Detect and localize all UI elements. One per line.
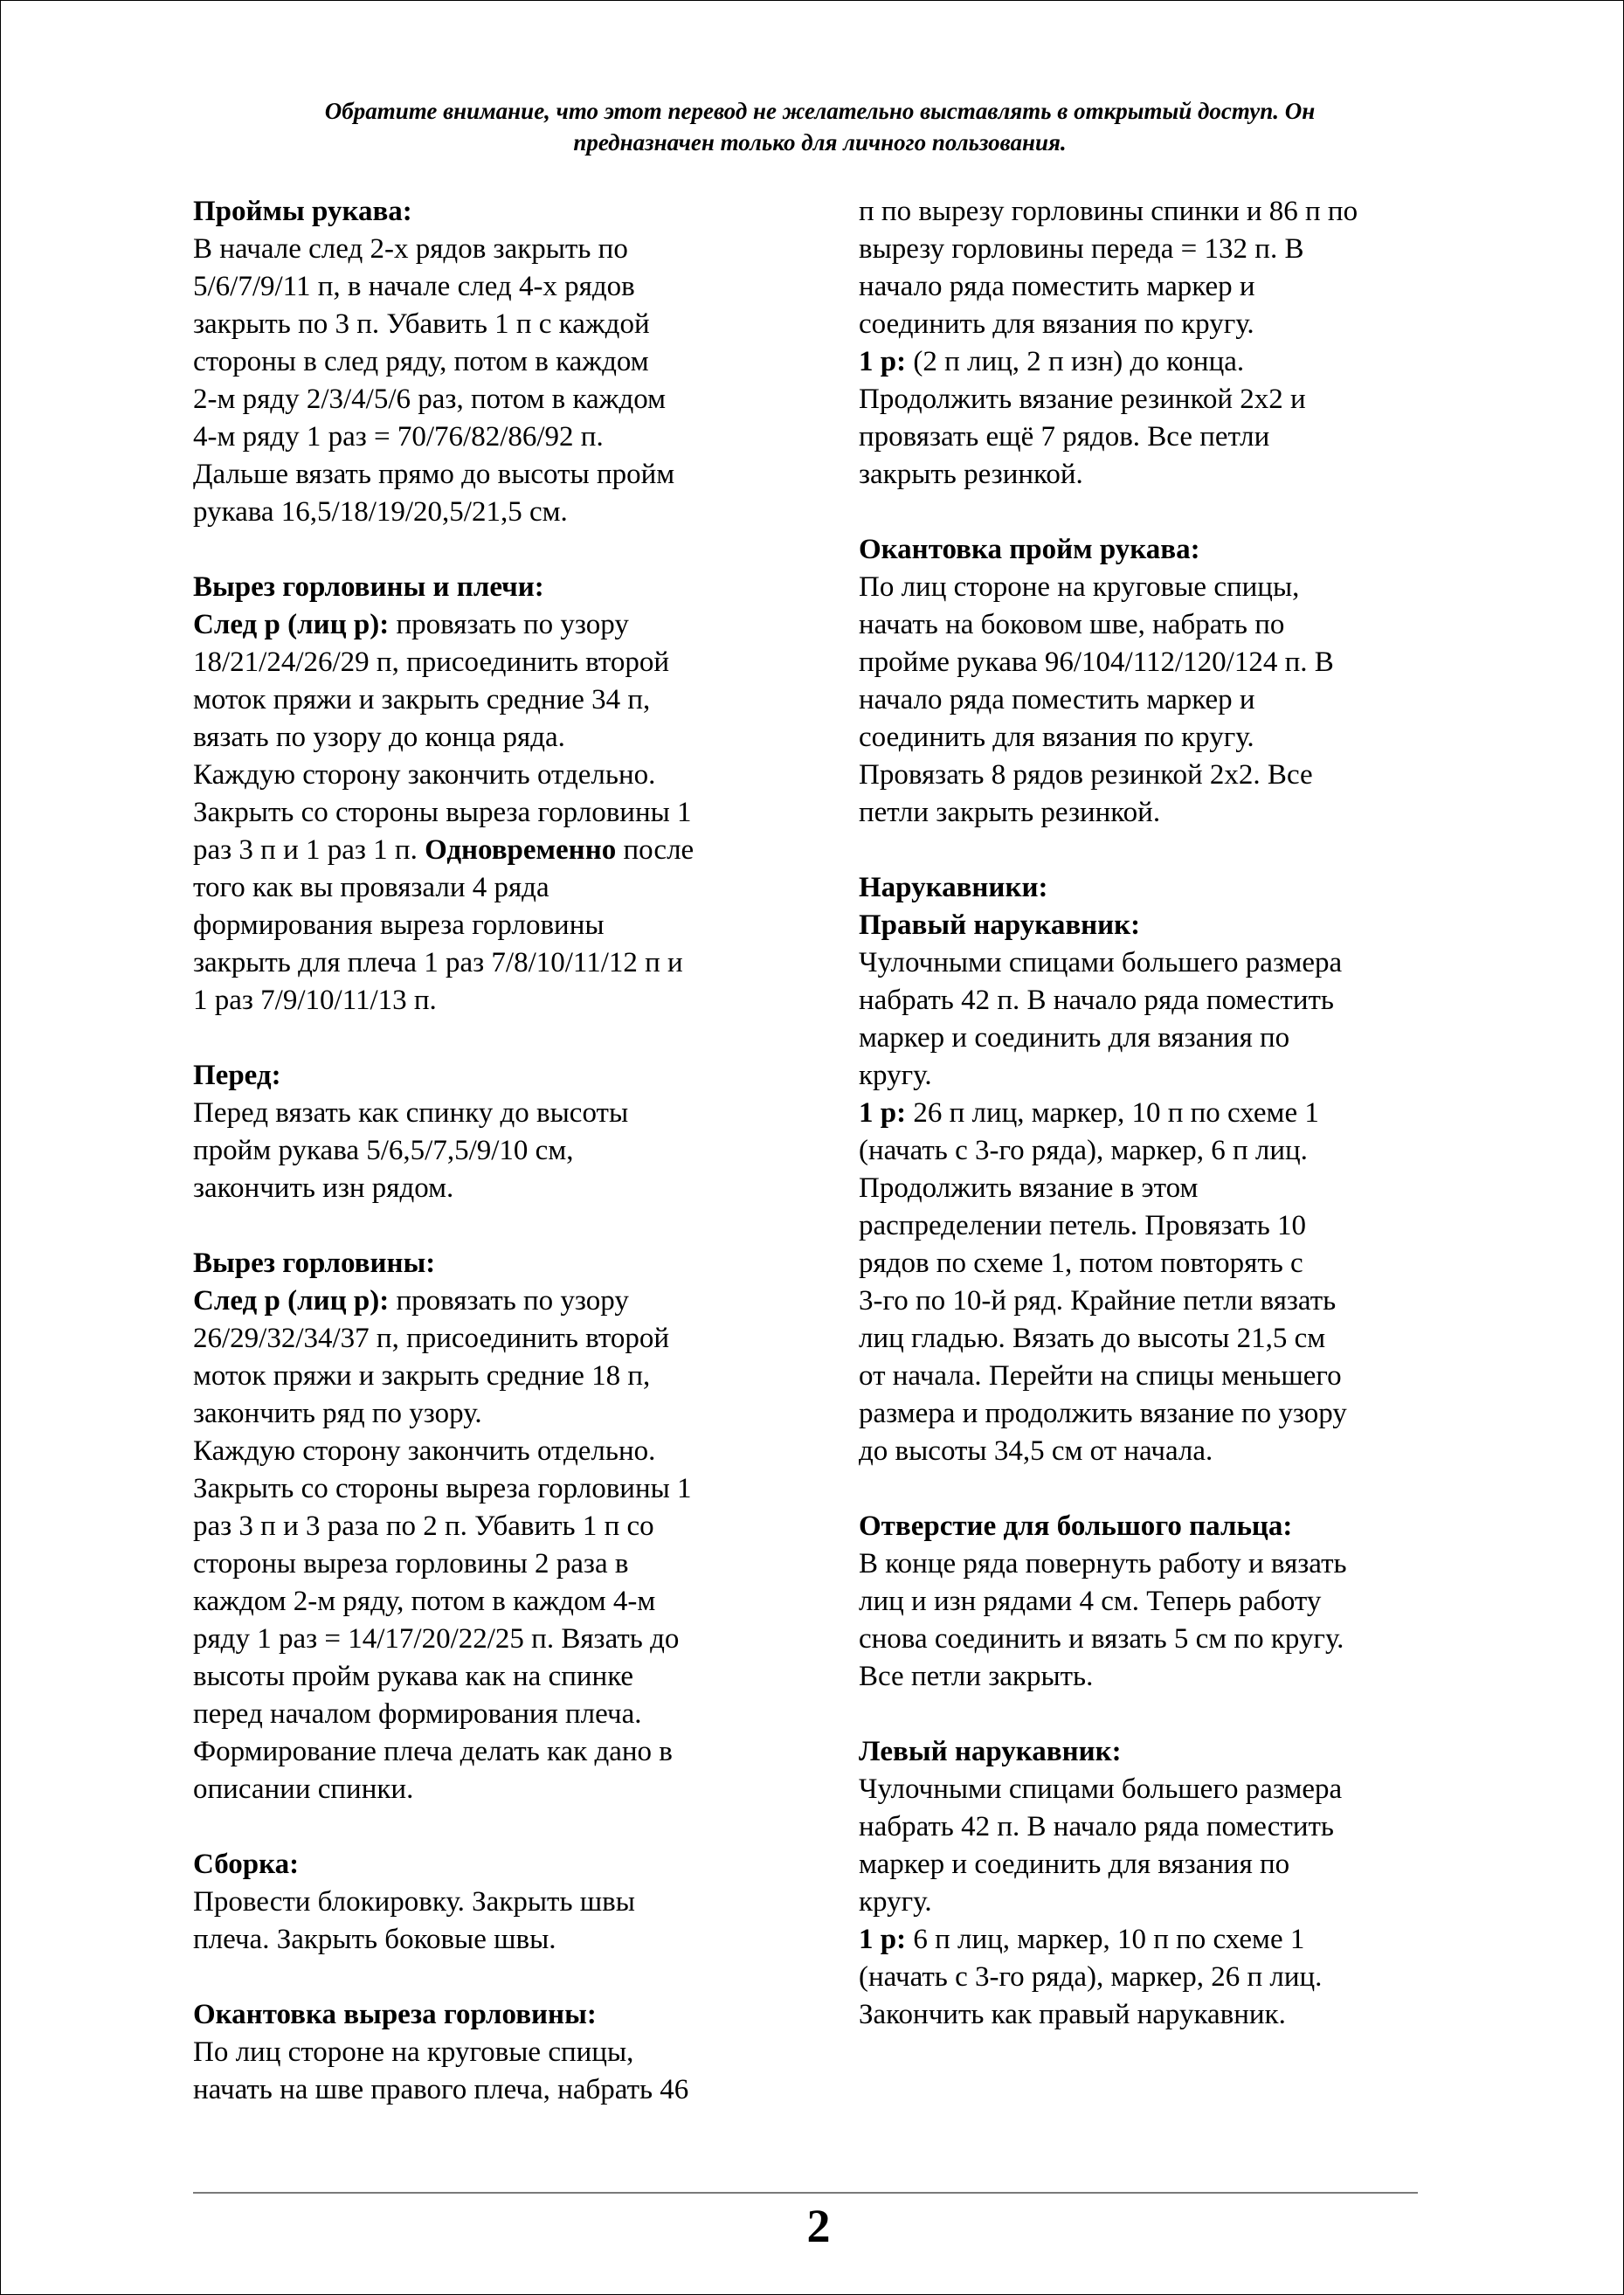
line-text: снова соединить и вязать 5 см по кругу. — [859, 1623, 1344, 1655]
line-text: лиц гладью. Вязать до высоты 21,5 см — [859, 1323, 1326, 1354]
paragraph-gap — [193, 1959, 787, 1996]
text-line — [859, 606, 1435, 644]
text-line — [859, 1358, 1435, 1395]
text-line — [193, 1658, 787, 1696]
text-line — [193, 1545, 787, 1583]
text-line — [859, 794, 1435, 832]
line-text: (начать с 3-го ряда), маркер, 26 п лиц. — [859, 1961, 1323, 1993]
text-line — [193, 1921, 787, 1959]
line-text: того как вы провязали 4 ряда — [193, 872, 549, 903]
paragraph-gap — [193, 1020, 787, 1057]
paragraph-gap — [859, 832, 1435, 869]
line-text: Закрыть со стороны выреза горловины 1 — [193, 797, 692, 828]
text-line — [193, 719, 787, 757]
line-text: высоты пройм рукава как на спинке — [193, 1661, 634, 1692]
text-line — [193, 644, 787, 681]
text-line — [859, 1583, 1435, 1621]
line-text: начало ряда поместить маркер и — [859, 684, 1255, 715]
text-line — [193, 794, 787, 832]
line-text: По лиц стороне на круговые спицы, — [859, 571, 1300, 603]
line-text: Окантовка пройм рукава: — [859, 534, 1200, 565]
line-text: стороны в след ряду, потом в каждом — [193, 346, 649, 377]
line-text: соединить для вязания по кругу. — [859, 308, 1254, 340]
line-text: По лиц стороне на круговые спицы, — [193, 2036, 634, 2068]
line-text: 6 п лиц, маркер, 10 п по схеме 1 — [906, 1924, 1305, 1955]
section-heading — [193, 1996, 787, 2034]
text-line — [859, 1771, 1435, 1808]
line-text: закрыть резинкой. — [859, 459, 1083, 490]
line-text: закончить ряд по узору. — [193, 1398, 482, 1429]
paragraph-gap — [193, 1207, 787, 1245]
text-line — [193, 1170, 787, 1207]
text-line — [193, 343, 787, 381]
text-line — [859, 1621, 1435, 1658]
line-text: Провести блокировку. Закрыть швы — [193, 1886, 635, 1918]
text-line — [193, 757, 787, 794]
text-line — [193, 456, 787, 494]
line-text: начало ряда поместить маркер и — [859, 271, 1255, 302]
text-line — [859, 1846, 1435, 1884]
text-line — [859, 1132, 1435, 1170]
line-text: Правый нарукавник: — [859, 909, 1141, 941]
text-line — [193, 606, 787, 644]
line-text: 1 раз 7/9/10/11/13 п. — [193, 985, 437, 1016]
text-line — [859, 1020, 1435, 1057]
line-text: Чулочными спицами большего размера — [859, 947, 1343, 978]
text-line — [193, 869, 787, 907]
text-line — [193, 1320, 787, 1358]
section-heading — [859, 907, 1435, 944]
line-text: провязать по узору — [389, 1285, 629, 1317]
line-text: Каждую сторону закончить отдельно. — [193, 759, 656, 791]
text-line — [859, 456, 1435, 494]
line-text: Проймы рукава: — [193, 196, 412, 227]
text-line — [193, 832, 787, 869]
bold-label: 1 р: — [859, 1924, 907, 1955]
text-line — [193, 1621, 787, 1658]
text-line — [193, 1282, 787, 1320]
text-line — [193, 2071, 787, 2109]
line-text: после — [616, 834, 695, 866]
text-line — [859, 1921, 1435, 1959]
text-line — [859, 1207, 1435, 1245]
text-line — [859, 644, 1435, 681]
text-line — [859, 1808, 1435, 1846]
line-text: размера и продолжить вязание по узору — [859, 1398, 1347, 1429]
text-line — [193, 306, 787, 343]
text-line — [193, 944, 787, 982]
line-text: (начать с 3-го ряда), маркер, 6 п лиц. — [859, 1135, 1308, 1166]
page-number: 2 — [806, 2200, 831, 2252]
line-text: маркер и соединить для вязания по — [859, 1849, 1290, 1880]
bold-label: 1 р: — [859, 346, 907, 377]
notice-line: Обратите внимание, что этот перевод не желательно выставлять в открытый доступ. Он — [324, 98, 1316, 124]
line-text: закрыть по 3 п. Убавить 1 п с каждой — [193, 308, 650, 340]
text-line — [859, 1170, 1435, 1207]
bold-label: След р (лиц р): — [193, 1285, 390, 1317]
text-line — [193, 2034, 787, 2071]
text-line — [859, 1658, 1435, 1696]
line-text: Сборка: — [193, 1849, 300, 1880]
section-heading — [859, 1733, 1435, 1771]
line-text: Провязать 8 рядов резинкой 2х2. Все — [859, 759, 1313, 791]
text-line — [193, 268, 787, 306]
line-text: Формирование плеча делать как дано в — [193, 1736, 673, 1767]
line-text: 2-м ряду 2/3/4/5/6 раз, потом в каждом — [193, 384, 667, 415]
line-text: В начале след 2-х рядов закрыть по — [193, 233, 628, 265]
section-heading — [193, 1057, 787, 1095]
line-text: начать на шве правого плеча, набрать 46 — [193, 2074, 689, 2105]
paragraph-gap — [859, 1470, 1435, 1508]
text-line — [859, 982, 1435, 1020]
line-text: Перед: — [193, 1060, 281, 1091]
section-heading — [859, 1508, 1435, 1545]
line-text: провязать по узору — [389, 609, 629, 640]
text-line — [193, 1395, 787, 1433]
text-line — [859, 1884, 1435, 1921]
line-text: 26/29/32/34/37 п, присоединить второй — [193, 1323, 670, 1354]
section-heading — [193, 569, 787, 606]
text-line — [193, 681, 787, 719]
line-text: закончить изн рядом. — [193, 1172, 454, 1204]
line-text: провязать ещё 7 рядов. Все петли — [859, 421, 1270, 453]
text-line — [859, 268, 1435, 306]
text-line — [859, 1320, 1435, 1358]
text-line — [859, 1282, 1435, 1320]
text-line — [859, 719, 1435, 757]
text-line — [859, 1545, 1435, 1583]
line-text: Каждую сторону закончить отдельно. — [193, 1435, 656, 1467]
text-line — [859, 231, 1435, 268]
text-line — [193, 1358, 787, 1395]
text-line — [193, 1733, 787, 1771]
text-line — [859, 1395, 1435, 1433]
line-text: набрать 42 п. В начало ряда поместить — [859, 985, 1334, 1016]
paragraph-gap — [193, 531, 787, 569]
line-text: начать на боковом шве, набрать по — [859, 609, 1285, 640]
paragraph-gap — [859, 1696, 1435, 1733]
section-heading — [193, 1245, 787, 1282]
line-text: Левый нарукавник: — [859, 1736, 1122, 1767]
line-text: Отверстие для большого пальца: — [859, 1510, 1293, 1542]
text-line — [193, 1132, 787, 1170]
section-heading — [193, 1846, 787, 1884]
line-text: распределении петель. Провязать 10 — [859, 1210, 1307, 1241]
line-text: Вырез горловины: — [193, 1248, 436, 1279]
bold-emphasis: Одновременно — [425, 834, 617, 866]
text-line — [193, 1470, 787, 1508]
line-text: пройме рукава 96/104/112/120/124 п. В — [859, 646, 1334, 678]
bold-label: 1 р: — [859, 1097, 907, 1129]
text-line — [193, 231, 787, 268]
line-text: рукава 16,5/18/19/20,5/21,5 см. — [193, 496, 568, 528]
line-text: моток пряжи и закрыть средние 34 п, — [193, 684, 651, 715]
text-line — [859, 343, 1435, 381]
text-line — [859, 1959, 1435, 1996]
text-line — [193, 1771, 787, 1808]
text-line — [859, 193, 1435, 231]
line-text: 18/21/24/26/29 п, присоединить второй — [193, 646, 670, 678]
text-line — [859, 381, 1435, 418]
section-heading — [193, 193, 787, 231]
line-text: В конце ряда повернуть работу и вязать — [859, 1548, 1347, 1580]
line-text: (2 п лиц, 2 п изн) до конца. — [906, 346, 1245, 377]
line-text: набрать 42 п. В начало ряда поместить — [859, 1811, 1334, 1842]
line-text: Чулочными спицами большего размера — [859, 1773, 1343, 1805]
line-text: кругу. — [859, 1886, 932, 1918]
text-line — [193, 494, 787, 531]
line-text: Закончить как правый нарукавник. — [859, 1999, 1286, 2030]
line-text: ряду 1 раз = 14/17/20/22/25 п. Вязать до — [193, 1623, 680, 1655]
line-text: стороны выреза горловины 2 раза в — [193, 1548, 629, 1580]
line-text: 4-м ряду 1 раз = 70/76/82/86/92 п. — [193, 421, 604, 453]
text-line — [859, 418, 1435, 456]
notice-line: предназначен только для личного пользования. — [573, 129, 1067, 156]
paragraph-gap — [193, 1808, 787, 1846]
line-text: Вырез горловины и плечи: — [193, 571, 544, 603]
line-text: петли закрыть резинкой. — [859, 797, 1161, 828]
right-column — [859, 193, 1435, 2034]
line-text: Продолжить вязание в этом — [859, 1172, 1199, 1204]
text-line — [193, 982, 787, 1020]
text-line — [859, 1996, 1435, 2034]
text-line — [859, 944, 1435, 982]
text-line — [859, 569, 1435, 606]
line-text: 5/6/7/9/11 п, в начале след 4-х рядов — [193, 271, 635, 302]
line-text: Продолжить вязание резинкой 2х2 и — [859, 384, 1306, 415]
line-text: Перед вязать как спинку до высоты — [193, 1097, 629, 1129]
line-text: кругу. — [859, 1060, 932, 1091]
line-text: пройм рукава 5/6,5/7,5/9/10 см, — [193, 1135, 574, 1166]
text-line — [859, 681, 1435, 719]
text-line — [193, 418, 787, 456]
line-text: от начала. Перейти на спицы меньшего — [859, 1360, 1342, 1392]
text-line — [193, 1696, 787, 1733]
line-text: раз 3 п и 3 раза по 2 п. Убавить 1 п со — [193, 1510, 654, 1542]
line-text: 26 п лиц, маркер, 10 п по схеме 1 — [906, 1097, 1319, 1129]
line-text: закрыть для плеча 1 раз 7/8/10/11/12 п и — [193, 947, 683, 978]
line-text: вырезу горловины переда = 132 п. В — [859, 233, 1304, 265]
line-text: формирования выреза горловины — [193, 909, 605, 941]
text-line — [193, 1433, 787, 1470]
footer-divider — [193, 2192, 1418, 2194]
line-text: Все петли закрыть. — [859, 1661, 1094, 1692]
section-heading — [859, 869, 1435, 907]
line-text: перед началом формирования плеча. — [193, 1698, 642, 1730]
bold-label: След р (лиц р): — [193, 609, 390, 640]
text-line — [193, 1095, 787, 1132]
line-text: Нарукавники: — [859, 872, 1048, 903]
text-line — [193, 381, 787, 418]
line-text: описании спинки. — [193, 1773, 414, 1805]
line-text: Закрыть со стороны выреза горловины 1 — [193, 1473, 692, 1504]
text-line — [193, 907, 787, 944]
left-column — [193, 193, 787, 2109]
line-text: 3-го по 10-й ряд. Крайние петли вязать — [859, 1285, 1337, 1317]
text-line — [859, 757, 1435, 794]
line-text: п по вырезу горловины спинки и 86 п по — [859, 196, 1358, 227]
section-heading — [859, 531, 1435, 569]
text-line — [193, 1583, 787, 1621]
line-text: плеча. Закрыть боковые швы. — [193, 1924, 556, 1955]
line-text: до высоты 34,5 см от начала. — [859, 1435, 1213, 1467]
text-line — [859, 1245, 1435, 1282]
text-line — [859, 1057, 1435, 1095]
paragraph-gap — [859, 494, 1435, 531]
text-line — [193, 1884, 787, 1921]
line-text: моток пряжи и закрыть средние 18 п, — [193, 1360, 651, 1392]
line-text: соединить для вязания по кругу. — [859, 722, 1254, 753]
text-line — [193, 1508, 787, 1545]
line-text: Окантовка выреза горловины: — [193, 1999, 597, 2030]
line-text: Дальше вязать прямо до высоты пройм — [193, 459, 675, 490]
line-text: вязать по узору до конца ряда. — [193, 722, 565, 753]
line-text: маркер и соединить для вязания по — [859, 1022, 1290, 1054]
text-line — [859, 1095, 1435, 1132]
line-text: раз 3 п и 1 раз 1 п. — [193, 834, 425, 866]
line-text: рядов по схеме 1, потом повторять с — [859, 1248, 1303, 1279]
text-line — [859, 306, 1435, 343]
line-text: каждом 2-м ряду, потом в каждом 4-м — [193, 1586, 656, 1617]
privacy-notice — [219, 95, 1420, 158]
text-line — [859, 1433, 1435, 1470]
line-text: лиц и изн рядами 4 см. Теперь работу — [859, 1586, 1322, 1617]
